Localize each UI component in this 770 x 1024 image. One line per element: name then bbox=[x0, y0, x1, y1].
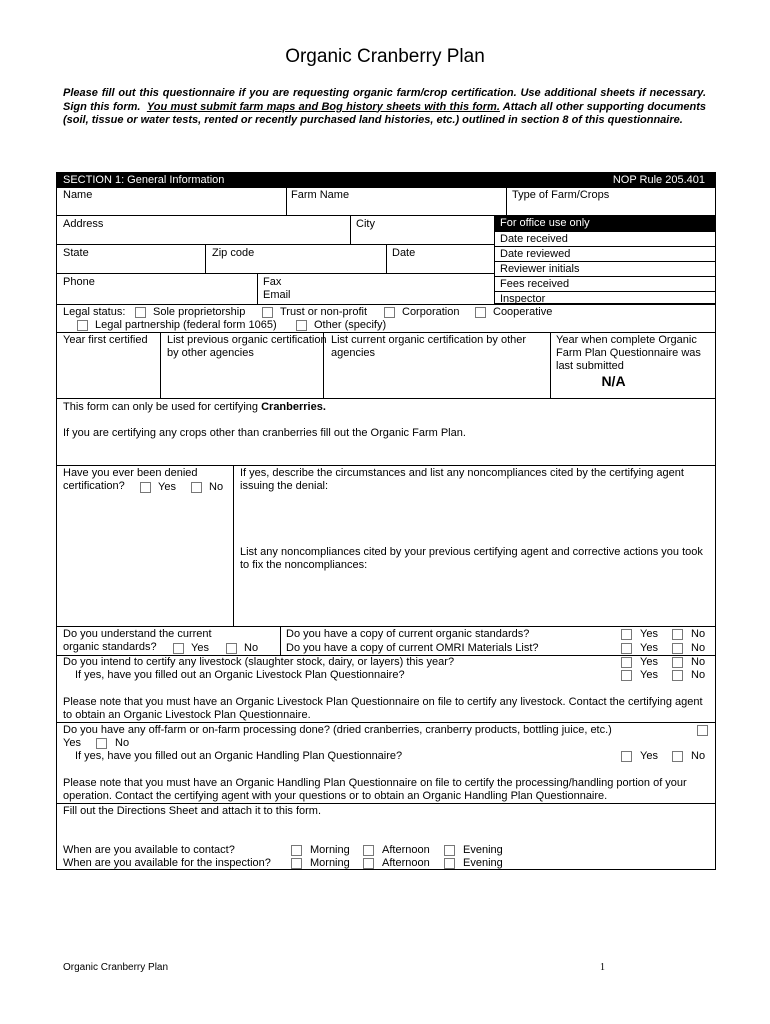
fax-field[interactable]: Fax bbox=[263, 276, 282, 288]
handling-no-checkbox[interactable] bbox=[672, 751, 683, 762]
livestock-plan-yes-checkbox[interactable] bbox=[621, 670, 632, 681]
date-field[interactable]: Date bbox=[392, 247, 416, 259]
livestock-yes-label: Yes bbox=[640, 656, 658, 668]
contact-morning-checkbox[interactable] bbox=[291, 845, 302, 856]
inspection-evening-checkbox[interactable] bbox=[444, 858, 455, 869]
omri-yes-label: Yes bbox=[640, 642, 658, 654]
handling-yes-checkbox[interactable] bbox=[621, 751, 632, 762]
office-row-inspector: Inspector bbox=[495, 291, 715, 306]
inspection-morning-label: Morning bbox=[310, 857, 350, 869]
address-field[interactable]: Address bbox=[63, 218, 104, 230]
corporation-label: Corporation bbox=[402, 306, 460, 318]
denied-question: Have you ever been denied certification? bbox=[63, 467, 198, 492]
denied-yes-label: Yes bbox=[158, 481, 176, 493]
office-row-date-reviewed: Date reviewed bbox=[495, 246, 715, 261]
contact-evening-label: Evening bbox=[463, 844, 503, 856]
processing-yes-label: Yes bbox=[63, 737, 81, 749]
livestock-plan-no-label: No bbox=[691, 669, 706, 681]
sole-proprietorship-label: Sole proprietorship bbox=[153, 306, 246, 318]
zip-field[interactable]: Zip code bbox=[212, 247, 255, 259]
office-use-box bbox=[494, 215, 716, 304]
application-form bbox=[56, 172, 716, 870]
state-field[interactable]: State bbox=[63, 247, 89, 259]
livestock-no-label: No bbox=[691, 656, 706, 668]
handling-plan-question: If yes, have you filled out an Organic Handling Plan Questionnaire? bbox=[75, 750, 403, 762]
livestock-plan-question: If yes, have you filled out an Organic Livestock Plan Questionnaire? bbox=[75, 669, 405, 681]
handling-no-label: No bbox=[691, 750, 706, 762]
office-row-fees: Fees received bbox=[495, 276, 715, 291]
farm-name-field[interactable]: Farm Name bbox=[291, 189, 350, 201]
inspection-availability-label: When are you available for the inspection? bbox=[63, 857, 271, 869]
corporation-checkbox[interactable] bbox=[384, 307, 395, 318]
cooperative-checkbox[interactable] bbox=[475, 307, 486, 318]
understand-standards-question: Do you understand the current organic standards? bbox=[63, 628, 212, 653]
legal-partnership-label: Legal partnership (federal form 1065) bbox=[95, 319, 277, 331]
footer-title: Organic Cranberry Plan bbox=[63, 962, 169, 973]
year-complete-value: N/A bbox=[601, 373, 626, 389]
cooperative-label: Cooperative bbox=[493, 306, 553, 318]
livestock-plan-yes-label: Yes bbox=[640, 669, 658, 681]
intro-part2: Attach all other supporting documents (soil, tissue or water tests, rented or recently purchased land histories, etc.) outlined in section 8 of this questionnaire. bbox=[63, 100, 707, 126]
standards-yes-label: Yes bbox=[640, 628, 658, 640]
denied-no-label: No bbox=[209, 481, 224, 493]
section-title: SECTION 1: General Information bbox=[63, 174, 225, 186]
handling-note: Please note that you must have an Organic Handling Plan Questionnaire on file to certify the processing/handling portion of your operation. Contact the certifying agent with your questions or to obtain an Organic Handling Plan Questionnaire. bbox=[63, 777, 687, 802]
directions-note: Fill out the Directions Sheet and attach it to this form. bbox=[63, 805, 322, 817]
omri-no-label: No bbox=[691, 642, 706, 654]
section-header bbox=[57, 173, 715, 188]
denied-no-checkbox[interactable] bbox=[191, 482, 202, 493]
denied-yes-checkbox[interactable] bbox=[140, 482, 151, 493]
year-complete-label: Year when complete Organic Farm Plan Questionnaire was last submitted bbox=[556, 334, 701, 372]
cranberry-note-line2: If you are certifying any crops other than cranberries fill out the Organic Farm Plan. bbox=[63, 427, 466, 439]
office-row-reviewer: Reviewer initials bbox=[495, 261, 715, 276]
copy-standards-question: Do you have a copy of current organic standards? bbox=[286, 628, 530, 640]
email-field[interactable]: Email bbox=[263, 289, 291, 301]
other-checkbox[interactable] bbox=[296, 320, 307, 331]
office-row-date-received: Date received bbox=[495, 231, 715, 246]
sole-proprietorship-checkbox[interactable] bbox=[135, 307, 146, 318]
office-use-header: For office use only bbox=[495, 216, 715, 231]
livestock-plan-no-checkbox[interactable] bbox=[672, 670, 683, 681]
name-field[interactable]: Name bbox=[63, 189, 93, 201]
omri-yes-checkbox[interactable] bbox=[621, 643, 632, 654]
livestock-no-checkbox[interactable] bbox=[672, 657, 683, 668]
intro-text bbox=[63, 87, 706, 128]
contact-afternoon-checkbox[interactable] bbox=[363, 845, 374, 856]
understand-no-label: No bbox=[244, 642, 259, 654]
livestock-yes-checkbox[interactable] bbox=[621, 657, 632, 668]
current-certification[interactable]: List current organic certification by other agencies bbox=[331, 334, 527, 359]
phone-field[interactable]: Phone bbox=[63, 276, 95, 288]
inspection-morning-checkbox[interactable] bbox=[291, 858, 302, 869]
contact-morning-label: Morning bbox=[310, 844, 350, 856]
city-field[interactable]: City bbox=[356, 218, 375, 230]
other-label: Other (specify) bbox=[314, 319, 387, 331]
livestock-note: Please note that you must have an Organic Livestock Plan Questionnaire on file to certify any livestock. Contact the certifying agent to obtain an Organic Livestock Plan Questionnaire. bbox=[63, 696, 703, 721]
inspection-afternoon-label: Afternoon bbox=[382, 857, 430, 869]
legal-partnership-checkbox[interactable] bbox=[77, 320, 88, 331]
contact-afternoon-label: Afternoon bbox=[382, 844, 430, 856]
standards-no-label: No bbox=[691, 628, 706, 640]
omri-no-checkbox[interactable] bbox=[672, 643, 683, 654]
intro-part1: Please fill out this questionnaire if you are requesting organic farm/crop certification. Use additional sheets if necessary. Sign this form. bbox=[63, 87, 706, 113]
processing-no-label: No bbox=[115, 737, 130, 749]
processing-extra-checkbox[interactable] bbox=[697, 725, 708, 736]
noncompliance-field[interactable]: List any noncompliances cited by your previous certifying agent and corrective actions you took to fix the noncompliances: bbox=[240, 546, 703, 571]
farm-type-field[interactable]: Type of Farm/Crops bbox=[512, 189, 610, 201]
processing-no-checkbox[interactable] bbox=[96, 738, 107, 749]
cranberry-note-line1: This form can only be used for certifying Cranberries. bbox=[63, 401, 326, 413]
previous-certification[interactable]: List previous organic certification by other agencies bbox=[167, 334, 327, 359]
handling-yes-label: Yes bbox=[640, 750, 658, 762]
understand-yes-label: Yes bbox=[191, 642, 209, 654]
standards-no-checkbox[interactable] bbox=[672, 629, 683, 640]
year-first-certified[interactable]: Year first certified bbox=[63, 334, 148, 346]
contact-evening-checkbox[interactable] bbox=[444, 845, 455, 856]
page-title: Organic Cranberry Plan bbox=[285, 46, 485, 67]
livestock-question: Do you intend to certify any livestock (slaughter stock, dairy, or layers) this year? bbox=[63, 656, 455, 668]
trust-label: Trust or non-profit bbox=[280, 306, 368, 318]
inspection-evening-label: Evening bbox=[463, 857, 503, 869]
inspection-afternoon-checkbox[interactable] bbox=[363, 858, 374, 869]
standards-yes-checkbox[interactable] bbox=[621, 629, 632, 640]
legal-status-label: Legal status: bbox=[63, 306, 126, 318]
understand-yes-checkbox[interactable] bbox=[173, 643, 184, 654]
intro-underlined: You must submit farm maps and Bog history sheets with this form. bbox=[146, 100, 500, 113]
nop-rule: NOP Rule 205.401 bbox=[612, 174, 705, 186]
trust-checkbox[interactable] bbox=[262, 307, 273, 318]
denied-describe-field[interactable]: If yes, describe the circumstances and list any noncompliances cited by the certifying agent issuing the denial: bbox=[240, 467, 684, 492]
understand-no-checkbox[interactable] bbox=[226, 643, 237, 654]
contact-availability-label: When are you available to contact? bbox=[63, 844, 235, 856]
page-number: 1 bbox=[600, 962, 605, 973]
processing-question: Do you have any off-farm or on-farm processing done? (dried cranberries, cranberry products, bottling juice, etc.) bbox=[63, 724, 612, 736]
copy-omri-question: Do you have a copy of current OMRI Materials List? bbox=[286, 642, 539, 654]
